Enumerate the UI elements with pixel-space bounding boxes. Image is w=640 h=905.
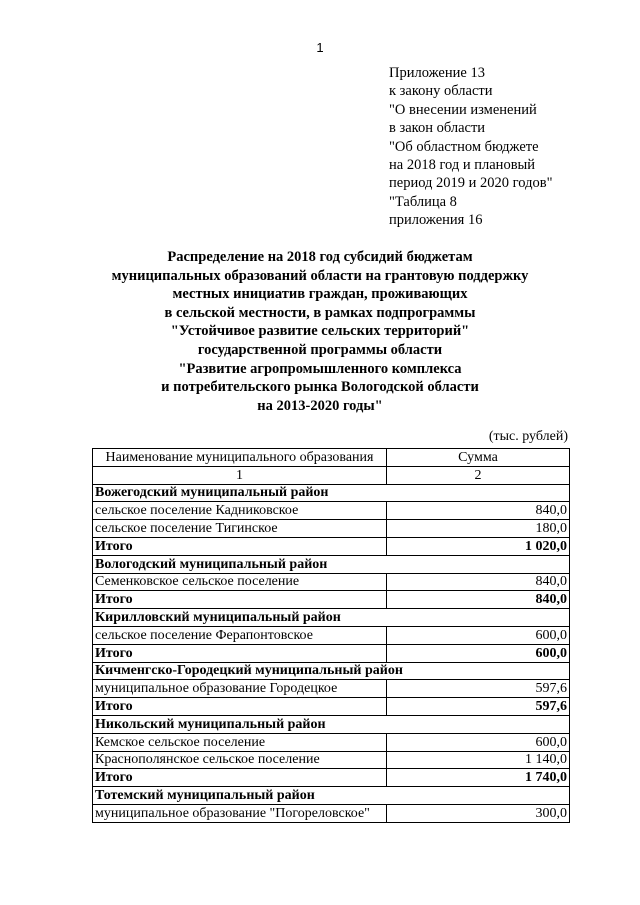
total-row bbox=[93, 698, 570, 716]
total-amount: 1 740,0 bbox=[387, 769, 570, 787]
district-name: Вожегодский муниципальный район bbox=[93, 484, 570, 502]
amount-cell: 180,0 bbox=[387, 520, 570, 538]
amount-cell: 300,0 bbox=[387, 804, 570, 822]
appendix-line: приложения 16 bbox=[389, 212, 483, 229]
column-number-row bbox=[93, 466, 570, 484]
settlement-name: сельское поселение Ферапонтовское bbox=[93, 626, 387, 644]
appendix-reference bbox=[389, 64, 629, 230]
subsidy-table bbox=[92, 448, 570, 823]
district-name: Никольский муниципальный район bbox=[93, 715, 570, 733]
title-line: в сельской местности, в рамках подпрограммы bbox=[164, 304, 476, 321]
title-line: "Устойчивое развитие сельских территорий" bbox=[170, 323, 470, 340]
title-line: "Развитие агропромышленного комплекса bbox=[178, 360, 462, 377]
table-row bbox=[93, 751, 570, 769]
table-row bbox=[93, 520, 570, 538]
total-amount: 600,0 bbox=[387, 644, 570, 662]
header-sum: Сумма bbox=[387, 449, 570, 467]
title-line: на 2013-2020 годы" bbox=[257, 397, 383, 414]
district-row bbox=[93, 609, 570, 627]
title-line: государственной программы области bbox=[197, 341, 443, 358]
column-number: 2 bbox=[387, 466, 570, 484]
total-row bbox=[93, 537, 570, 555]
appendix-line: "Таблица 8 bbox=[389, 193, 457, 210]
header-name: Наименование муниципального образования bbox=[93, 449, 387, 467]
table-header-row bbox=[93, 449, 570, 467]
settlement-name: Семенковское сельское поселение bbox=[93, 573, 387, 591]
district-row bbox=[93, 715, 570, 733]
document-title bbox=[80, 248, 560, 415]
table-row bbox=[93, 733, 570, 751]
district-row bbox=[93, 555, 570, 573]
appendix-line: на 2018 год и плановый bbox=[389, 157, 536, 174]
district-name: Кичменгско-Городецкий муниципальный район bbox=[93, 662, 570, 680]
appendix-line: "О внесении изменений bbox=[389, 101, 537, 118]
total-row bbox=[93, 644, 570, 662]
total-amount: 840,0 bbox=[387, 591, 570, 609]
district-name: Вологодский муниципальный район bbox=[93, 555, 570, 573]
settlement-name: муниципальное образование Городецкое bbox=[93, 680, 387, 698]
total-amount: 597,6 bbox=[387, 698, 570, 716]
settlement-name: сельское поселение Тигинское bbox=[93, 520, 387, 538]
settlement-name: Краснополянское сельское поселение bbox=[93, 751, 387, 769]
total-label: Итого bbox=[93, 698, 387, 716]
amount-cell: 1 140,0 bbox=[387, 751, 570, 769]
column-number: 1 bbox=[93, 466, 387, 484]
table-row bbox=[93, 502, 570, 520]
amount-cell: 600,0 bbox=[387, 626, 570, 644]
table-row bbox=[93, 680, 570, 698]
table-row bbox=[93, 804, 570, 822]
total-label: Итого bbox=[93, 537, 387, 555]
district-row bbox=[93, 484, 570, 502]
title-line: муниципальных образований области на грантовую поддержку bbox=[111, 267, 529, 284]
total-label: Итого bbox=[93, 769, 387, 787]
settlement-name: Кемское сельское поселение bbox=[93, 733, 387, 751]
district-name: Кирилловский муниципальный район bbox=[93, 609, 570, 627]
settlement-name: сельское поселение Кадниковское bbox=[93, 502, 387, 520]
page-number: 1 bbox=[316, 40, 324, 55]
amount-cell: 600,0 bbox=[387, 733, 570, 751]
units-label: (тыс. рублей) bbox=[488, 429, 568, 444]
appendix-line: Приложение 13 bbox=[389, 65, 485, 81]
appendix-line: к закону области bbox=[389, 83, 493, 100]
appendix-line: период 2019 и 2020 годов" bbox=[389, 175, 553, 192]
table-row bbox=[93, 626, 570, 644]
title-line: Распределение на 2018 год субсидий бюджетам bbox=[167, 249, 473, 265]
district-row bbox=[93, 787, 570, 805]
total-label: Итого bbox=[93, 644, 387, 662]
district-row bbox=[93, 662, 570, 680]
table-row bbox=[93, 573, 570, 591]
amount-cell: 597,6 bbox=[387, 680, 570, 698]
appendix-line: в закон области bbox=[389, 120, 486, 137]
appendix-line: "Об областном бюджете bbox=[389, 138, 539, 155]
total-label: Итого bbox=[93, 591, 387, 609]
total-amount: 1 020,0 bbox=[387, 537, 570, 555]
title-line: местных инициатив граждан, проживающих bbox=[172, 286, 468, 303]
district-name: Тотемский муниципальный район bbox=[93, 787, 570, 805]
title-line: и потребительского рынка Вологодской области bbox=[161, 379, 479, 396]
amount-cell: 840,0 bbox=[387, 502, 570, 520]
total-row bbox=[93, 769, 570, 787]
total-row bbox=[93, 591, 570, 609]
settlement-name: муниципальное образование "Погореловское" bbox=[93, 804, 387, 822]
amount-cell: 840,0 bbox=[387, 573, 570, 591]
